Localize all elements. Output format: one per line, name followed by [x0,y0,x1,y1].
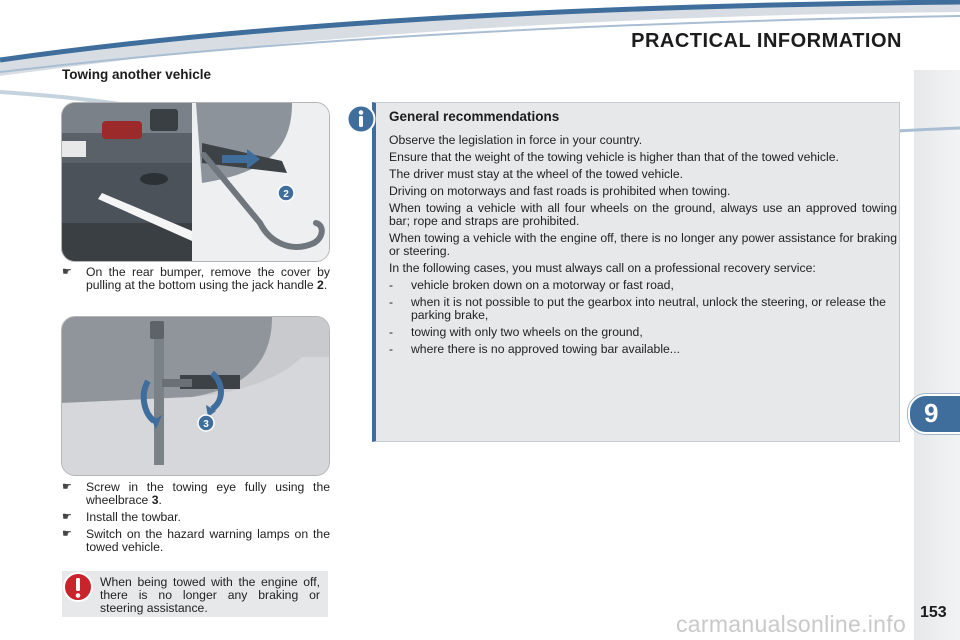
watermark: carmanualsonline.info [676,611,907,637]
rear-bumper-illustration [62,103,329,261]
hand-bullet-icon: ☛ [62,481,72,493]
figure-label-2: 2 [283,189,289,200]
step-text: Install the towbar. [86,510,181,524]
warning-icon [62,571,94,603]
towing-eye-illustration [62,317,329,475]
figure-label-3: 3 [203,419,209,430]
step-item: ☛ Screw in the towing eye fully using the wheelbrace 3. [62,480,330,507]
info-paragraph: Ensure that the weight of the towing vehicle is higher than that of the towed vehicle. [389,150,839,164]
chapter-number: 9 [924,398,939,428]
steps-bottom [62,481,330,558]
step-ref: 3 [151,493,159,507]
step-item [62,511,330,524]
case-text: when it is not possible to put the gearbox into neutral, unlock the steering, or release the parking brake, [411,295,886,322]
hand-bullet-icon: ☛ [62,528,72,540]
header-swoosh [0,0,960,110]
case-text: where there is no approved towing bar available... [411,342,680,356]
case-text: towing with only two wheels on the ground, [411,325,643,339]
info-paragraph: When towing a vehicle with the engine off, there is no longer any power assistance for braking or steering. [389,231,897,258]
warning-text: When being towed with the engine off, there is no longer any braking or steering assistance. [100,575,320,615]
hand-bullet-icon: ☛ [62,266,72,278]
info-body [389,134,897,360]
info-paragraph: When towing a vehicle with all four wheels on the ground, always use an approved towing bar; rope and straps are prohibited. [389,201,897,228]
page-number: 153 [920,604,947,621]
step-ref: 2 [317,278,324,292]
right-margin-strip [914,70,960,640]
info-paragraph: Observe the legislation in force in your country. [389,133,643,147]
step-item [62,528,330,554]
step-text: Screw in the towing eye fully using the wheelbrace [86,480,330,507]
case-item: - towing with only two wheels on the ground, [389,325,643,339]
step-text: Switch on the hazard warning lamps on the towed vehicle. [86,527,330,554]
step-text: On the rear bumper, remove the cover by pulling at the bottom using the jack handle [86,265,330,292]
hand-bullet-icon: ☛ [62,511,72,523]
step-item: ☛ On the rear bumper, remove the cover by pulling at the bottom using the jack handle 2. [62,265,330,292]
warning-box [62,571,328,617]
case-item: - where there is no approved towing bar available... [389,342,680,356]
steps-top [62,266,330,296]
chapter-tab[interactable] [908,394,960,434]
figure-rear-bumper-cover [61,102,330,262]
info-title: General recommendations [389,109,560,124]
case-text: vehicle broken down on a motorway or fast road, [411,278,674,292]
case-item: - when it is not possible to put the gearbox into neutral, unlock the steering, or release the parking brake, [389,295,886,322]
info-paragraph: The driver must stay at the wheel of the towed vehicle. [389,167,683,181]
figure-towing-eye [61,316,330,476]
general-recommendations-panel [372,102,900,442]
page-header-title: PRACTICAL INFORMATION [631,30,902,52]
info-paragraph: In the following cases, you must always call on a professional recovery service: [389,261,816,275]
info-icon [346,104,376,134]
case-item: - vehicle broken down on a motorway or fast road, [389,278,674,292]
section-title: Towing another vehicle [62,67,212,82]
info-paragraph: Driving on motorways and fast roads is prohibited when towing. [389,184,731,198]
